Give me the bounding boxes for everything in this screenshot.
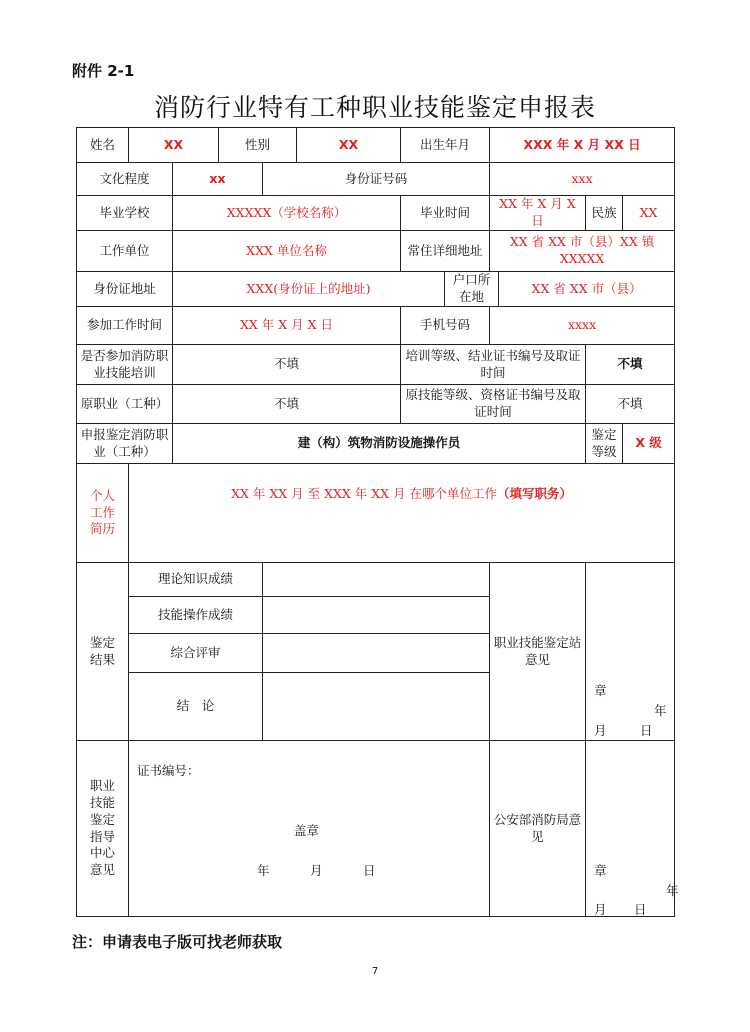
- phone-label: 手机号码: [401, 307, 490, 345]
- employer-value[interactable]: XXX 单位名称: [173, 231, 401, 272]
- year-text: 年: [666, 883, 679, 898]
- name-label: 姓名: [77, 128, 129, 163]
- conclusion-label: 结 论: [129, 673, 263, 741]
- table-row: [77, 231, 675, 272]
- id-number-value[interactable]: xxx: [490, 163, 675, 196]
- center-opinion-cell[interactable]: [129, 741, 490, 917]
- application-form-table: [76, 127, 679, 917]
- table-row: [77, 345, 675, 385]
- id-address-label: 身份证地址: [77, 272, 173, 307]
- orig-job-value[interactable]: 不填: [173, 385, 401, 424]
- education-value[interactable]: xx: [173, 163, 263, 196]
- id-number-label: 身份证号码: [263, 163, 490, 196]
- resume-value[interactable]: [129, 464, 675, 563]
- orig-job-label: 原职业（工种）: [77, 385, 173, 424]
- table-row: [77, 196, 675, 231]
- month-text: 月: [594, 902, 607, 917]
- table-row: [77, 741, 675, 917]
- grad-time-label: 毕业时间: [401, 196, 490, 231]
- resume-value-duty: （填写职务）: [496, 486, 572, 501]
- cert-number-label: 证书编号：: [137, 763, 200, 778]
- id-address-value[interactable]: XXX(身份证上的地址): [173, 272, 445, 307]
- grad-time-value[interactable]: XX 年 X 月 X 日: [490, 196, 586, 231]
- skill-score-value[interactable]: [263, 597, 490, 634]
- review-label: 综合评审: [129, 634, 263, 673]
- residence-value[interactable]: XX 省 XX 市（县）XX 镇 XXXXX: [490, 231, 675, 272]
- birth-value[interactable]: XXX 年 X 月 XX 日: [490, 128, 675, 163]
- conclusion-value[interactable]: [263, 673, 490, 741]
- footnote: 注：申请表电子版可找老师获取: [72, 933, 283, 951]
- table-row: [77, 563, 675, 597]
- fire-bureau-stamp[interactable]: [586, 741, 679, 917]
- resume-label-text: 个人工作简历: [89, 487, 115, 537]
- table-row: [77, 307, 675, 345]
- day-text: 日: [363, 863, 376, 878]
- result-label: [77, 563, 129, 741]
- training-value[interactable]: 不填: [173, 345, 401, 385]
- day-text: 日: [640, 723, 653, 738]
- station-opinion-label: [490, 563, 586, 741]
- training-cert-value[interactable]: 不填: [586, 345, 675, 385]
- year-text: 年: [654, 703, 667, 718]
- work-start-value[interactable]: XX 年 X 月 X 日: [173, 307, 401, 345]
- gender-label: 性别: [219, 128, 297, 163]
- level-value[interactable]: X 级: [623, 424, 675, 464]
- training-cert-label: 培训等级、结业证书编号及取证时间: [401, 345, 586, 385]
- skill-score-label: 技能操作成绩: [129, 597, 263, 634]
- fire-bureau-text: 公安部消防局意见: [493, 811, 582, 844]
- name-value[interactable]: XX: [129, 128, 219, 163]
- ethnic-value[interactable]: XX: [623, 196, 675, 231]
- day-text: 日: [634, 902, 647, 917]
- year-text: 年: [257, 863, 270, 878]
- table-row: [77, 385, 675, 424]
- month-text: 月: [594, 723, 607, 738]
- ethnic-label: 民族: [586, 196, 623, 231]
- center-opinion-text: 职业技能鉴定指导中心意见: [89, 777, 115, 878]
- review-value[interactable]: [263, 634, 490, 673]
- employer-label: 工作单位: [77, 231, 173, 272]
- residence-label: 常住详细地址: [401, 231, 490, 272]
- page-title: 消防行业特有工种职业技能鉴定申报表: [153, 93, 596, 122]
- school-value[interactable]: XXXXX（学校名称）: [173, 196, 401, 231]
- seal-text: 盖章: [294, 823, 320, 838]
- theory-score-value[interactable]: [263, 563, 490, 597]
- apply-job-value[interactable]: 建（构）筑物消防设施操作员: [173, 424, 586, 464]
- work-start-label: 参加工作时间: [77, 307, 173, 345]
- fire-bureau-label: [490, 741, 586, 917]
- gender-value[interactable]: XX: [297, 128, 401, 163]
- month-text: 月: [310, 863, 323, 878]
- resume-value-text: XX 年 XX 月 至 XXX 年 XX 月 在哪个单位工作: [231, 486, 497, 501]
- table-row: [77, 272, 675, 307]
- level-label: 鉴定等级: [586, 424, 623, 464]
- table-row: [77, 424, 675, 464]
- stamp-text: 章: [594, 863, 607, 878]
- station-opinion-text: 职业技能鉴定站意见: [493, 634, 582, 667]
- birth-label: 出生年月: [401, 128, 490, 163]
- station-opinion-stamp[interactable]: [586, 563, 675, 741]
- hukou-value[interactable]: XX 省 XX 市（县）: [499, 272, 675, 307]
- education-label: 文化程度: [77, 163, 173, 196]
- orig-cert-label: 原技能等级、资格证书编号及取证时间: [401, 385, 586, 424]
- school-label: 毕业学校: [77, 196, 173, 231]
- attachment-label: 附件 2-1: [72, 62, 135, 80]
- center-opinion-label: [77, 741, 129, 917]
- phone-value[interactable]: xxxx: [490, 307, 675, 345]
- orig-cert-value[interactable]: 不填: [586, 385, 675, 424]
- apply-job-label: 申报鉴定消防职业（工种）: [77, 424, 173, 464]
- table-row: [77, 163, 675, 196]
- stamp-text: 章: [594, 683, 607, 698]
- page-number: 7: [371, 966, 379, 977]
- resume-label: [77, 464, 129, 563]
- training-label: 是否参加消防职业技能培训: [77, 345, 173, 385]
- table-row: [77, 464, 675, 563]
- table-row: [77, 128, 675, 163]
- hukou-label: 户口所在地: [445, 272, 499, 307]
- result-label-text: 鉴定结果: [89, 634, 115, 667]
- theory-score-label: 理论知识成绩: [129, 563, 263, 597]
